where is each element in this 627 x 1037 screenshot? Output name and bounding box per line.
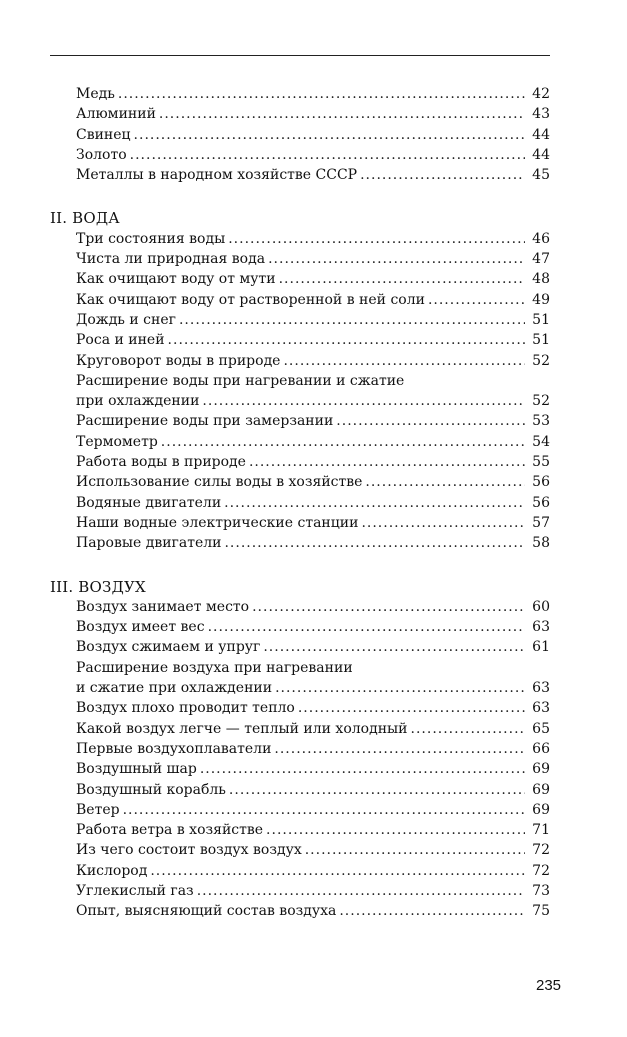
dot-leader [263, 637, 525, 657]
toc-entry [50, 698, 550, 718]
toc-entry-page: 73 [532, 882, 550, 899]
toc-entry-title: Круговорот воды в природе [76, 352, 281, 369]
toc-entry-page: 69 [532, 761, 550, 778]
toc-entry-page: 54 [532, 433, 550, 450]
toc-entry-title: Использование силы воды в хозяйстве [76, 474, 363, 491]
dot-leader [275, 678, 525, 698]
toc-entry-title: Первые воздухоплаватели [76, 740, 272, 757]
toc-entry-title: Воздух сжимаем и упруг [76, 639, 261, 656]
toc-entry-title: Чиста ли природная вода [76, 251, 266, 268]
toc-entry [50, 432, 550, 452]
toc-entry [50, 759, 550, 779]
toc-entry [50, 820, 550, 840]
dot-leader [365, 472, 525, 492]
toc-entry-title: Свинец [76, 126, 131, 143]
toc-entry-page: 71 [532, 822, 550, 839]
toc-section-water [50, 208, 550, 553]
dot-leader [224, 493, 525, 513]
dot-leader [252, 597, 525, 617]
toc-entry-page: 51 [532, 311, 550, 328]
toc-entry-title: Роса и иней [76, 332, 165, 349]
toc-section-metals [50, 84, 550, 185]
dot-leader [197, 881, 525, 901]
toc-entry-page: 63 [532, 619, 550, 636]
toc-entry-page: 49 [532, 291, 550, 308]
toc-entry-title: Золото [76, 146, 127, 163]
toc-entry-title: Работа воды в природе [76, 454, 246, 471]
dot-leader [228, 229, 525, 249]
toc-entry [50, 637, 550, 657]
dot-leader [266, 820, 525, 840]
toc-entry-title: Расширение воды при замерзании [76, 413, 334, 430]
toc-entry [50, 145, 550, 165]
toc-entry-page: 48 [532, 271, 550, 288]
toc-entry-page: 72 [532, 842, 550, 859]
toc-entry-page: 45 [532, 167, 550, 184]
toc-entry-page: 47 [532, 251, 550, 268]
toc-entry-page: 60 [532, 598, 550, 615]
toc-entry-page: 51 [532, 332, 550, 349]
toc-entry-title: Термометр [76, 433, 158, 450]
toc-entry-page: 69 [532, 801, 550, 818]
toc-entry-page: 72 [532, 862, 550, 879]
toc-entry-title: Углекислый газ [76, 882, 194, 899]
toc-entry-title: Водяные двигатели [76, 494, 222, 511]
toc-entry-title: Из чего состоит воздух воздух [76, 842, 302, 859]
toc-entry-page: 58 [532, 535, 550, 552]
toc-entry [50, 780, 550, 800]
dot-leader [130, 145, 525, 165]
toc-entry [50, 719, 550, 739]
dot-leader [336, 411, 525, 431]
toc-entry [50, 104, 550, 124]
toc-entry-page: 65 [532, 720, 550, 737]
section-heading: II. ВОДА [50, 209, 120, 228]
toc-entry-title: Воздушный шар [76, 761, 197, 778]
toc-entry [50, 493, 550, 513]
toc-entry [50, 371, 550, 412]
toc-entry [50, 881, 550, 901]
toc-entry-page: 44 [532, 146, 550, 163]
toc-entry-title-line1: Расширение воды при нагревании и сжатие [76, 372, 405, 389]
dot-leader [150, 861, 525, 881]
top-rule [50, 55, 550, 56]
dot-leader [279, 269, 525, 289]
toc-entry-title: Как очищают воду от растворенной в ней соли [76, 291, 425, 308]
dot-leader [118, 84, 525, 104]
toc-entry [50, 739, 550, 759]
toc-entry-title-line1: Расширение воздуха при нагревании [76, 659, 353, 676]
dot-leader [411, 719, 525, 739]
dot-leader [224, 533, 525, 553]
toc-entry [50, 310, 550, 330]
toc-entry [50, 533, 550, 553]
toc-entry-page: 42 [532, 86, 550, 102]
toc-entry [50, 861, 550, 881]
toc-entry-title: Медь [76, 86, 115, 102]
toc-entry-page: 57 [532, 514, 550, 531]
toc-entry-page: 69 [532, 781, 550, 798]
toc-entry [50, 269, 550, 289]
toc-entry [50, 800, 550, 820]
dot-leader [159, 104, 525, 124]
toc-entry-title: и сжатие при охлаждении [76, 680, 273, 697]
toc-entry-title: Опыт, выясняющий состав воздуха [76, 903, 337, 920]
toc-entry [50, 249, 550, 269]
dot-leader [200, 759, 525, 779]
toc-entry [50, 840, 550, 860]
toc-entry-page: 52 [532, 352, 550, 369]
toc-entry-page: 56 [532, 474, 550, 491]
dot-leader [249, 452, 525, 472]
toc-entry [50, 472, 550, 492]
toc-entry-title: Воздух имеет вес [76, 619, 205, 636]
toc-entry-page: 43 [532, 106, 550, 123]
toc-entry-title: Три состояния воды [76, 230, 226, 247]
toc-entry [50, 411, 550, 431]
toc-entry [50, 125, 550, 145]
dot-leader [202, 391, 525, 411]
toc-entry-title: Работа ветра в хозяйстве [76, 822, 264, 839]
toc-entry [50, 901, 550, 921]
toc-entry-page: 55 [532, 454, 550, 471]
toc-entry [50, 351, 550, 371]
toc-section-air [50, 577, 550, 922]
toc-entry [50, 330, 550, 350]
toc-entry [50, 452, 550, 472]
dot-leader [361, 513, 525, 533]
dot-leader [134, 125, 525, 145]
toc-entry [50, 597, 550, 617]
toc-entry-page: 75 [532, 903, 550, 920]
dot-leader [339, 901, 525, 921]
toc-entry-page: 61 [532, 639, 550, 656]
toc-entry-page: 46 [532, 230, 550, 247]
dot-leader [298, 698, 525, 718]
toc-entry-title: Дождь и снег [76, 311, 176, 328]
toc-entry-title: Алюминий [76, 106, 156, 123]
toc-entry [50, 84, 550, 104]
toc-entry-page: 63 [532, 700, 550, 717]
dot-leader [428, 290, 525, 310]
toc-entry-title: Воздух занимает место [76, 598, 250, 615]
toc-entry [50, 290, 550, 310]
dot-leader [274, 739, 525, 759]
page-number: 235 [536, 977, 562, 994]
toc-entry-title: Паровые двигатели [76, 535, 222, 552]
toc-entry-page: 44 [532, 126, 550, 143]
dot-leader [179, 310, 525, 330]
dot-leader [283, 351, 525, 371]
toc-entry-page: 63 [532, 680, 550, 697]
dot-leader [208, 617, 525, 637]
dot-leader [168, 330, 525, 350]
toc-entry-page: 53 [532, 413, 550, 430]
section-heading: III. ВОЗДУХ [50, 577, 146, 596]
dot-leader [229, 780, 525, 800]
toc-entry [50, 165, 550, 185]
toc-entry-title: Кислород [76, 862, 148, 879]
toc-entry-page: 56 [532, 494, 550, 511]
toc-entry-title: Воздух плохо проводит тепло [76, 700, 295, 717]
toc-entry-title: Воздушный корабль [76, 781, 226, 798]
table-of-contents [50, 84, 550, 945]
toc-entry [50, 229, 550, 249]
toc-entry-title: Как очищают воду от мути [76, 271, 276, 288]
toc-entry-title: при охлаждении [76, 393, 200, 410]
toc-entry-title: Какой воздух легче — теплый или холодный [76, 720, 408, 737]
dot-leader [305, 840, 525, 860]
toc-entry-page: 52 [532, 393, 550, 410]
toc-entry [50, 617, 550, 637]
dot-leader [123, 800, 525, 820]
toc-entry-title: Ветер [76, 801, 120, 818]
dot-leader [268, 249, 525, 269]
toc-entry [50, 658, 550, 699]
toc-entry-title: Металлы в народном хозяйстве СССР [76, 167, 358, 184]
toc-entry-title: Наши водные электрические станции [76, 514, 359, 531]
dot-leader [161, 432, 525, 452]
toc-entry-page: 66 [532, 740, 550, 757]
toc-entry [50, 513, 550, 533]
dot-leader [360, 165, 525, 185]
